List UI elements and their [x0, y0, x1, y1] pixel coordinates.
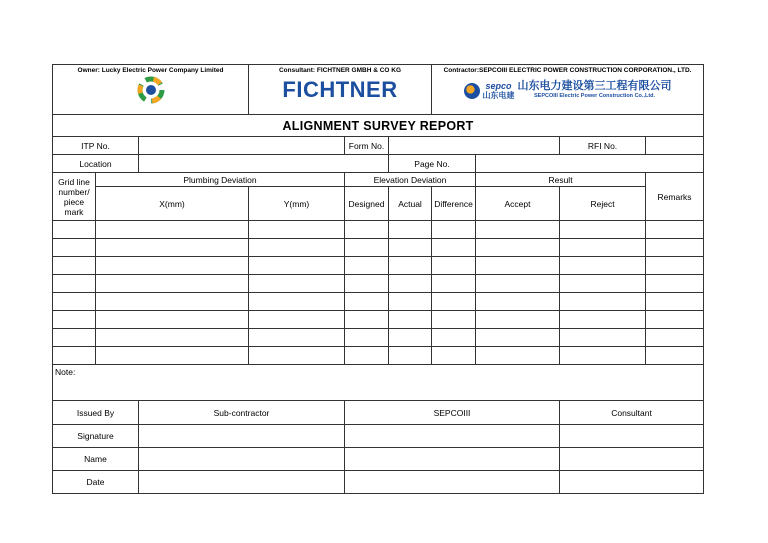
table-row — [53, 329, 704, 347]
contractor-cell — [432, 65, 704, 115]
table-cell[interactable] — [96, 221, 249, 239]
difference-header: Difference — [432, 187, 476, 221]
consultant-label: Consultant — [560, 401, 704, 425]
owner-text: Owner: Lucky Electric Power Company Limited — [77, 67, 224, 74]
table-cell[interactable] — [476, 293, 560, 311]
grid-line-header: Grid line number/ piece mark — [53, 173, 96, 221]
table-cell[interactable] — [249, 239, 345, 257]
sepco-name[interactable] — [345, 448, 560, 471]
table-cell[interactable] — [249, 311, 345, 329]
location-label: Location — [53, 155, 139, 173]
contractor-text: Contractor:SEPCOIII ELECTRIC POWER CONSTRUCTION CORPORATION., LTD. — [443, 67, 692, 74]
page-label: Page No. — [389, 155, 476, 173]
table-cell[interactable] — [96, 311, 249, 329]
table-cell[interactable] — [646, 293, 704, 311]
table-cell[interactable] — [96, 275, 249, 293]
table-cell[interactable] — [646, 275, 704, 293]
name-label: Name — [53, 448, 139, 471]
owner-logo-icon — [136, 75, 166, 105]
date-label: Date — [53, 471, 139, 494]
survey-report-form — [52, 64, 703, 494]
table-cell[interactable] — [560, 221, 646, 239]
table-cell[interactable] — [389, 239, 432, 257]
table-cell[interactable] — [432, 221, 476, 239]
table-cell[interactable] — [249, 221, 345, 239]
table-cell[interactable] — [432, 257, 476, 275]
table-cell[interactable] — [646, 311, 704, 329]
table-cell[interactable] — [389, 311, 432, 329]
table-cell[interactable] — [249, 347, 345, 365]
table-cell[interactable] — [646, 239, 704, 257]
table-cell[interactable] — [432, 329, 476, 347]
table-cell[interactable] — [560, 239, 646, 257]
issued-by-label: Issued By — [53, 401, 139, 425]
table-cell[interactable] — [476, 239, 560, 257]
itp-label: ITP No. — [53, 137, 139, 155]
signature-label: Signature — [53, 425, 139, 448]
sepco-logo-icon — [464, 83, 480, 99]
x-header: X(mm) — [96, 187, 249, 221]
table-cell[interactable] — [432, 239, 476, 257]
table-cell[interactable] — [476, 221, 560, 239]
table-cell[interactable] — [560, 293, 646, 311]
fichtner-logo: FICHTNER — [282, 77, 398, 102]
table-cell[interactable] — [53, 257, 96, 275]
accept-header: Accept — [476, 187, 560, 221]
sepco-date[interactable] — [345, 471, 560, 494]
table-cell[interactable] — [96, 257, 249, 275]
table-cell[interactable] — [389, 329, 432, 347]
table-cell[interactable] — [249, 257, 345, 275]
subcontractor-name[interactable] — [139, 448, 345, 471]
consultant-text: Consultant: FICHTNER GMBH & CO KG — [278, 67, 402, 74]
consultant-signature[interactable] — [560, 425, 704, 448]
actual-header: Actual — [389, 187, 432, 221]
table-cell[interactable] — [345, 275, 389, 293]
sepco-label: SEPCOIII — [345, 401, 560, 425]
table-cell[interactable] — [345, 221, 389, 239]
designed-header: Designed — [345, 187, 389, 221]
table-row — [53, 239, 704, 257]
form-label: Form No. — [345, 137, 389, 155]
report-table — [52, 64, 704, 494]
table-cell[interactable] — [96, 293, 249, 311]
table-row — [53, 275, 704, 293]
subcontractor-label: Sub-contractor — [139, 401, 345, 425]
table-cell[interactable] — [646, 221, 704, 239]
table-cell[interactable] — [96, 239, 249, 257]
table-cell[interactable] — [560, 311, 646, 329]
result-header: Result — [476, 173, 646, 187]
table-row — [53, 221, 704, 239]
owner-cell — [53, 65, 249, 115]
table-cell[interactable] — [345, 293, 389, 311]
table-cell[interactable] — [646, 347, 704, 365]
rfi-label: RFI No. — [560, 137, 646, 155]
table-cell[interactable] — [432, 311, 476, 329]
y-header: Y(mm) — [249, 187, 345, 221]
itp-value[interactable] — [139, 137, 345, 155]
table-cell[interactable] — [53, 347, 96, 365]
table-cell[interactable] — [249, 275, 345, 293]
form-value[interactable] — [389, 137, 560, 155]
table-cell[interactable] — [560, 329, 646, 347]
table-cell[interactable] — [432, 347, 476, 365]
reject-header: Reject — [560, 187, 646, 221]
table-cell[interactable] — [646, 329, 704, 347]
table-cell[interactable] — [96, 347, 249, 365]
table-cell[interactable] — [476, 275, 560, 293]
table-cell[interactable] — [53, 329, 96, 347]
table-cell[interactable] — [389, 347, 432, 365]
table-cell[interactable] — [96, 329, 249, 347]
table-cell[interactable] — [476, 311, 560, 329]
table-cell[interactable] — [476, 329, 560, 347]
table-cell[interactable] — [432, 275, 476, 293]
table-cell[interactable] — [560, 347, 646, 365]
table-cell[interactable] — [53, 275, 96, 293]
table-cell[interactable] — [476, 347, 560, 365]
table-row — [53, 293, 704, 311]
table-cell[interactable] — [53, 311, 96, 329]
subcontractor-date[interactable] — [139, 471, 345, 494]
sepco-signature[interactable] — [345, 425, 560, 448]
table-cell[interactable] — [53, 293, 96, 311]
table-cell[interactable] — [345, 347, 389, 365]
table-cell[interactable] — [389, 221, 432, 239]
table-cell[interactable] — [432, 293, 476, 311]
table-cell[interactable] — [53, 239, 96, 257]
table-cell[interactable] — [646, 257, 704, 275]
note-label: Note: — [55, 367, 76, 377]
table-cell[interactable] — [345, 239, 389, 257]
plumbing-header: Plumbing Deviation — [96, 173, 345, 187]
consultant-date[interactable] — [560, 471, 704, 494]
sepco-brand-cn: 山东电建 — [482, 91, 515, 100]
sepco-name-en: SEPCOIII Electric Power Construction Co.,Ltd. — [534, 93, 656, 99]
table-row — [53, 311, 704, 329]
consultant-cell — [249, 65, 432, 115]
sepco-logo — [434, 75, 701, 107]
subcontractor-signature[interactable] — [139, 425, 345, 448]
table-row — [53, 347, 704, 365]
page-value[interactable] — [476, 155, 704, 173]
table-cell[interactable] — [345, 257, 389, 275]
table-cell[interactable] — [389, 293, 432, 311]
rfi-value[interactable] — [646, 137, 704, 155]
table-cell[interactable] — [389, 257, 432, 275]
table-cell[interactable] — [53, 221, 96, 239]
table-cell[interactable] — [345, 329, 389, 347]
table-cell[interactable] — [249, 329, 345, 347]
table-cell[interactable] — [249, 293, 345, 311]
table-cell[interactable] — [476, 257, 560, 275]
sepco-name-cn: 山东电力建设第三工程有限公司 — [517, 80, 672, 92]
report-title: ALIGNMENT SURVEY REPORT — [53, 115, 704, 137]
table-cell[interactable] — [345, 311, 389, 329]
remarks-header: Remarks — [646, 173, 704, 221]
location-value[interactable] — [139, 155, 389, 173]
note-cell[interactable] — [53, 365, 704, 401]
elevation-header: Elevation Deviation — [345, 173, 476, 187]
table-cell[interactable] — [560, 257, 646, 275]
table-cell[interactable] — [389, 275, 432, 293]
sepco-brand-en: sepco — [485, 81, 512, 91]
table-cell[interactable] — [560, 275, 646, 293]
table-row — [53, 257, 704, 275]
consultant-name[interactable] — [560, 448, 704, 471]
